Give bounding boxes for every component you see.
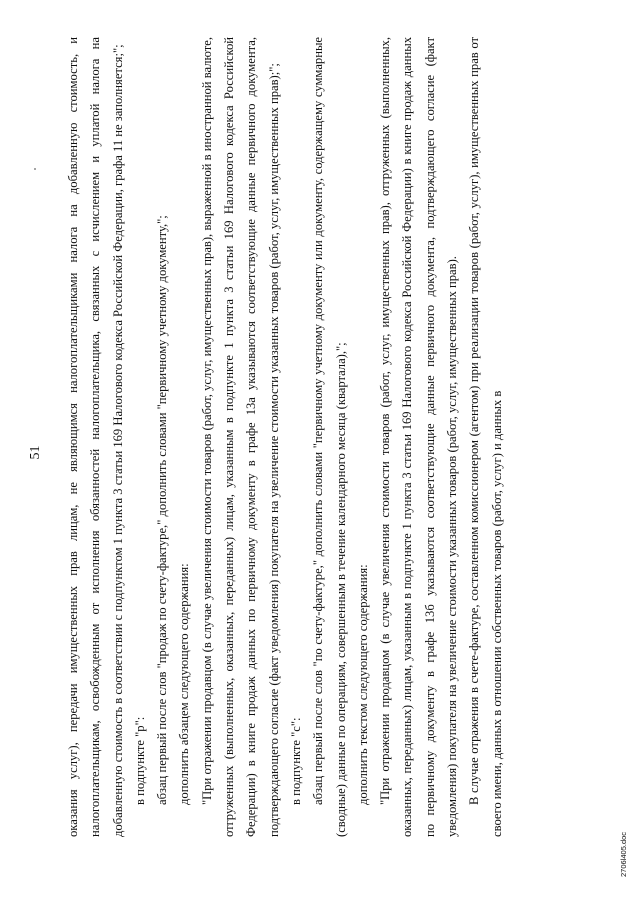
- paragraph: абзац первый после слов "по счету-фактуре," дополнить словами "первичному учетному документу или документу, содержащему суммарные (сводные) данные по операциям, совершенным в течение календарного месяца (квартала),";: [311, 37, 348, 837]
- paragraph: дополнить текстом следующего содержания:: [355, 564, 370, 805]
- paragraph: абзац первый после слов "продаж по счету-фактуре," дополнить словами "первичному учетному документу,";: [155, 215, 170, 805]
- paragraph: оказания услуг), передачи имущественных прав лицам, не являющимся налогоплательщиками налога на добавленную стоимость, и налогоплательщикам, освобожденным от исполнения обязанностей налогоплательщика, связанных с исчислением и уплатой налога на добавленную стоимость в соответствии с подпунктом 1 пункта 3 статьи 169 Налогового кодекса Российской Федерации, графа 11 не заполняется;";: [66, 37, 125, 837]
- page-number: 51: [28, 445, 43, 460]
- paragraph: дополнить абзацем следующего содержания:: [177, 563, 192, 805]
- paragraph: "При отражении продавцом (в случае увеличения стоимости товаров (работ, услуг, имущественных прав), отгруженных (выполненных, оказанных, переданных) лицам, указанным в подпункте 1 пункта 3 статьи 169 Налогового кодекса Российской Федерации) в книге продаж данных по первичному документу в графе 13б указываются соответствующие данные первичного документа, подтверждающего согласие (факт уведомления) покупателя на увеличение стоимости указанных товаров (работ, услуг, имущественных прав).: [378, 37, 460, 837]
- document-body: [62, 37, 508, 837]
- footer-filename: 2706l405.doc: [619, 831, 628, 877]
- scan-dot: [34, 168, 36, 170]
- paragraph: в подпункте "р":: [132, 716, 147, 805]
- paragraph: В случае отражения в счете-фактуре, составленном комиссионером (агентом) при реализации товаров (работ, услуг), имущественных прав от своего имени, данных в отношении собственных товаров (работ, услуг) и данных в: [467, 37, 504, 837]
- paragraph: в подпункте "с":: [288, 717, 303, 805]
- paragraph: "При отражении продавцом (в случае увеличения стоимости товаров (работ, услуг, имущественных прав), выраженной в иностранной валюте, отгруженных (выполненных, оказанных, переданных) лицам, указанным в подпункте 1 пункта 3 статьи 169 Налогового кодекса Российской Федерации) в книге продаж данных по первичному документу в графе 13а указываются соответствующие данные первичного документа, подтверждающего согласие (факт уведомления) покупателя на увеличение стоимости указанных товаров (работ, услуг, имущественных прав);";: [199, 37, 281, 837]
